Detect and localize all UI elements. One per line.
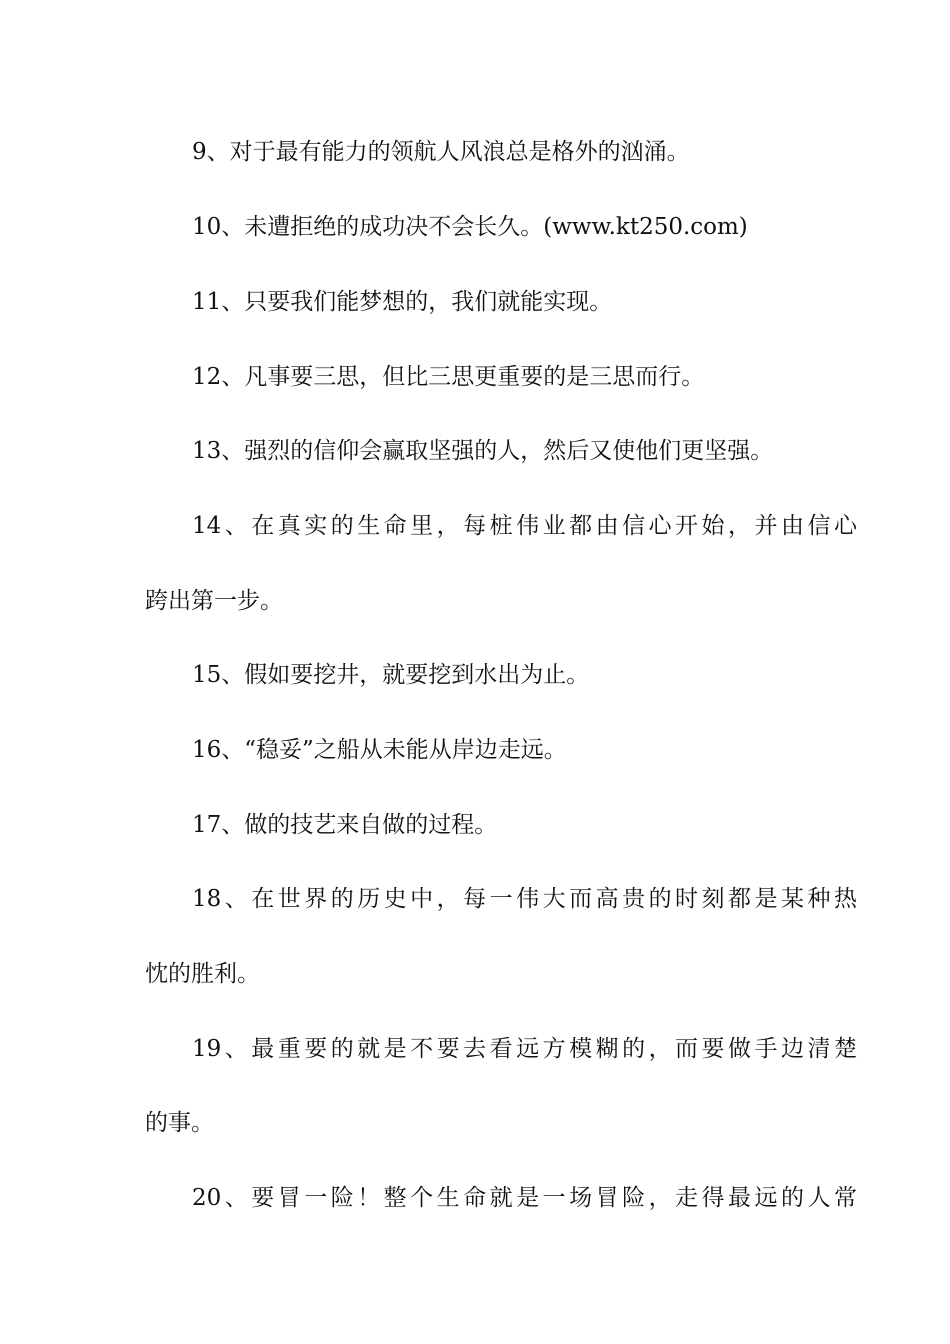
quote-15: 15、假如要挖井，就要挖到水出为止。 bbox=[192, 662, 590, 688]
quote-10: 10、未遭拒绝的成功决不会长久。(www.kt250.com) bbox=[192, 214, 748, 240]
quote-18-line-1: 18、在世界的历史中，每一伟大而高贵的时刻都是某种热 bbox=[192, 886, 857, 912]
quote-14-line-2: 跨出第一步。 bbox=[145, 588, 283, 614]
quote-13: 13、强烈的信仰会赢取坚强的人，然后又使他们更坚强。 bbox=[192, 438, 774, 464]
quote-9: 9、对于最有能力的领航人风浪总是格外的汹涌。 bbox=[192, 139, 690, 165]
quote-19-line-1: 19、最重要的就是不要去看远方模糊的，而要做手边清楚 bbox=[192, 1036, 857, 1062]
quote-16: 16、“稳妥”之船从未能从岸边走远。 bbox=[192, 737, 567, 763]
quote-12: 12、凡事要三思，但比三思更重要的是三思而行。 bbox=[192, 364, 705, 390]
quote-17: 17、做的技艺来自做的过程。 bbox=[192, 812, 498, 838]
quote-14-line-1: 14、在真实的生命里，每桩伟业都由信心开始，并由信心 bbox=[192, 513, 857, 539]
quote-20-line-1: 20、要冒一险！整个生命就是一场冒险，走得最远的人常 bbox=[192, 1185, 857, 1211]
quote-18-line-2: 忱的胜利。 bbox=[145, 961, 260, 987]
quote-19-line-2: 的事。 bbox=[145, 1110, 214, 1136]
quote-11: 11、只要我们能梦想的，我们就能实现。 bbox=[192, 289, 613, 315]
